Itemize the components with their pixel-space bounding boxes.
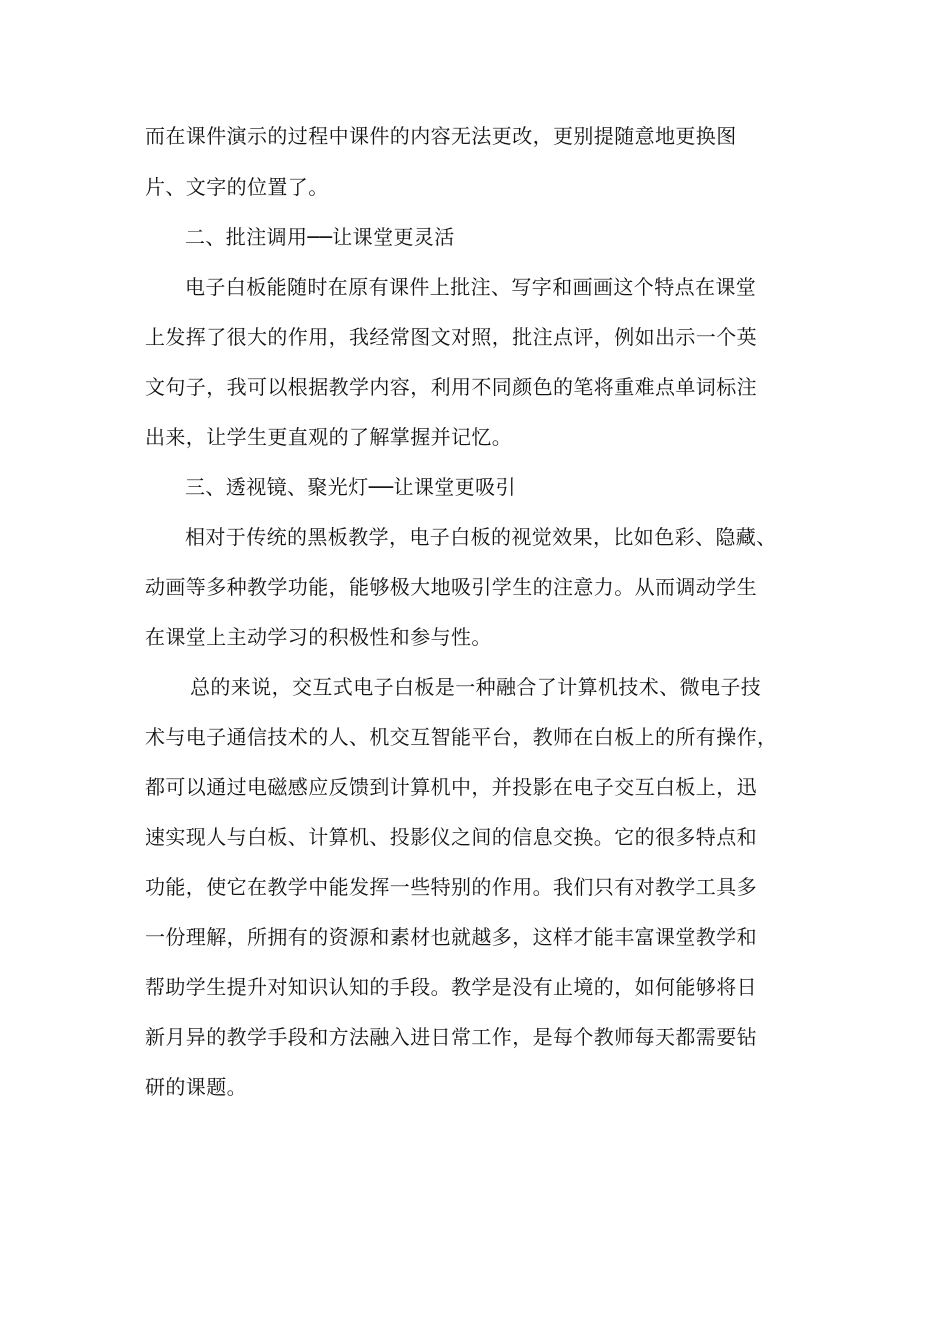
- paragraph-line: 而在课件演示的过程中课件的内容无法更改，更别提随意地更换图: [145, 124, 737, 148]
- paragraph-line: 帮助学生提升对知识认知的手段。教学是没有止境的，如何能够将日: [145, 975, 757, 999]
- paragraph-line: 出来，让学生更直观的了解掌握并记忆。: [145, 425, 513, 449]
- paragraph-line: 都可以通过电磁感应反馈到计算机中，并投影在电子交互白板上，迅: [145, 775, 757, 799]
- section-heading-2: 二、批注调用──让课堂更灵活: [185, 225, 455, 249]
- paragraph-line: 总的来说，交互式电子白板是一种融合了计算机技术、微电子技: [190, 675, 762, 699]
- paragraph-line: 电子白板能随时在原有课件上批注、写字和画画这个特点在课堂: [185, 275, 757, 299]
- paragraph-line: 研的课题。: [145, 1075, 247, 1099]
- paragraph-line: 相对于传统的黑板教学，电子白板的视觉效果，比如色彩、隐藏、: [185, 525, 777, 549]
- paragraph-line: 上发挥了很大的作用，我经常图文对照，批注点评，例如出示一个英: [145, 325, 757, 349]
- section-heading-3: 三、透视镜、聚光灯──让课堂更吸引: [185, 475, 516, 499]
- paragraph-line: 术与电子通信技术的人、机交互智能平台，教师在白板上的所有操作，: [145, 725, 778, 749]
- paragraph-line: 功能，使它在教学中能发挥一些特别的作用。我们只有对教学工具多: [145, 875, 757, 899]
- paragraph-line: 在课堂上主动学习的积极性和参与性。: [145, 625, 492, 649]
- paragraph-line: 速实现人与白板、计算机、投影仪之间的信息交换。它的很多特点和: [145, 825, 757, 849]
- paragraph-line: 一份理解，所拥有的资源和素材也就越多，这样才能丰富课堂教学和: [145, 925, 757, 949]
- paragraph-line: 文句子，我可以根据教学内容，利用不同颜色的笔将重难点单词标注: [145, 375, 757, 399]
- paragraph-line: 新月异的教学手段和方法融入进日常工作，是每个教师每天都需要钻: [145, 1025, 757, 1049]
- paragraph-line: 动画等多种教学功能，能够极大地吸引学生的注意力。从而调动学生: [145, 575, 757, 599]
- paragraph-line: 片、文字的位置了。: [145, 175, 329, 199]
